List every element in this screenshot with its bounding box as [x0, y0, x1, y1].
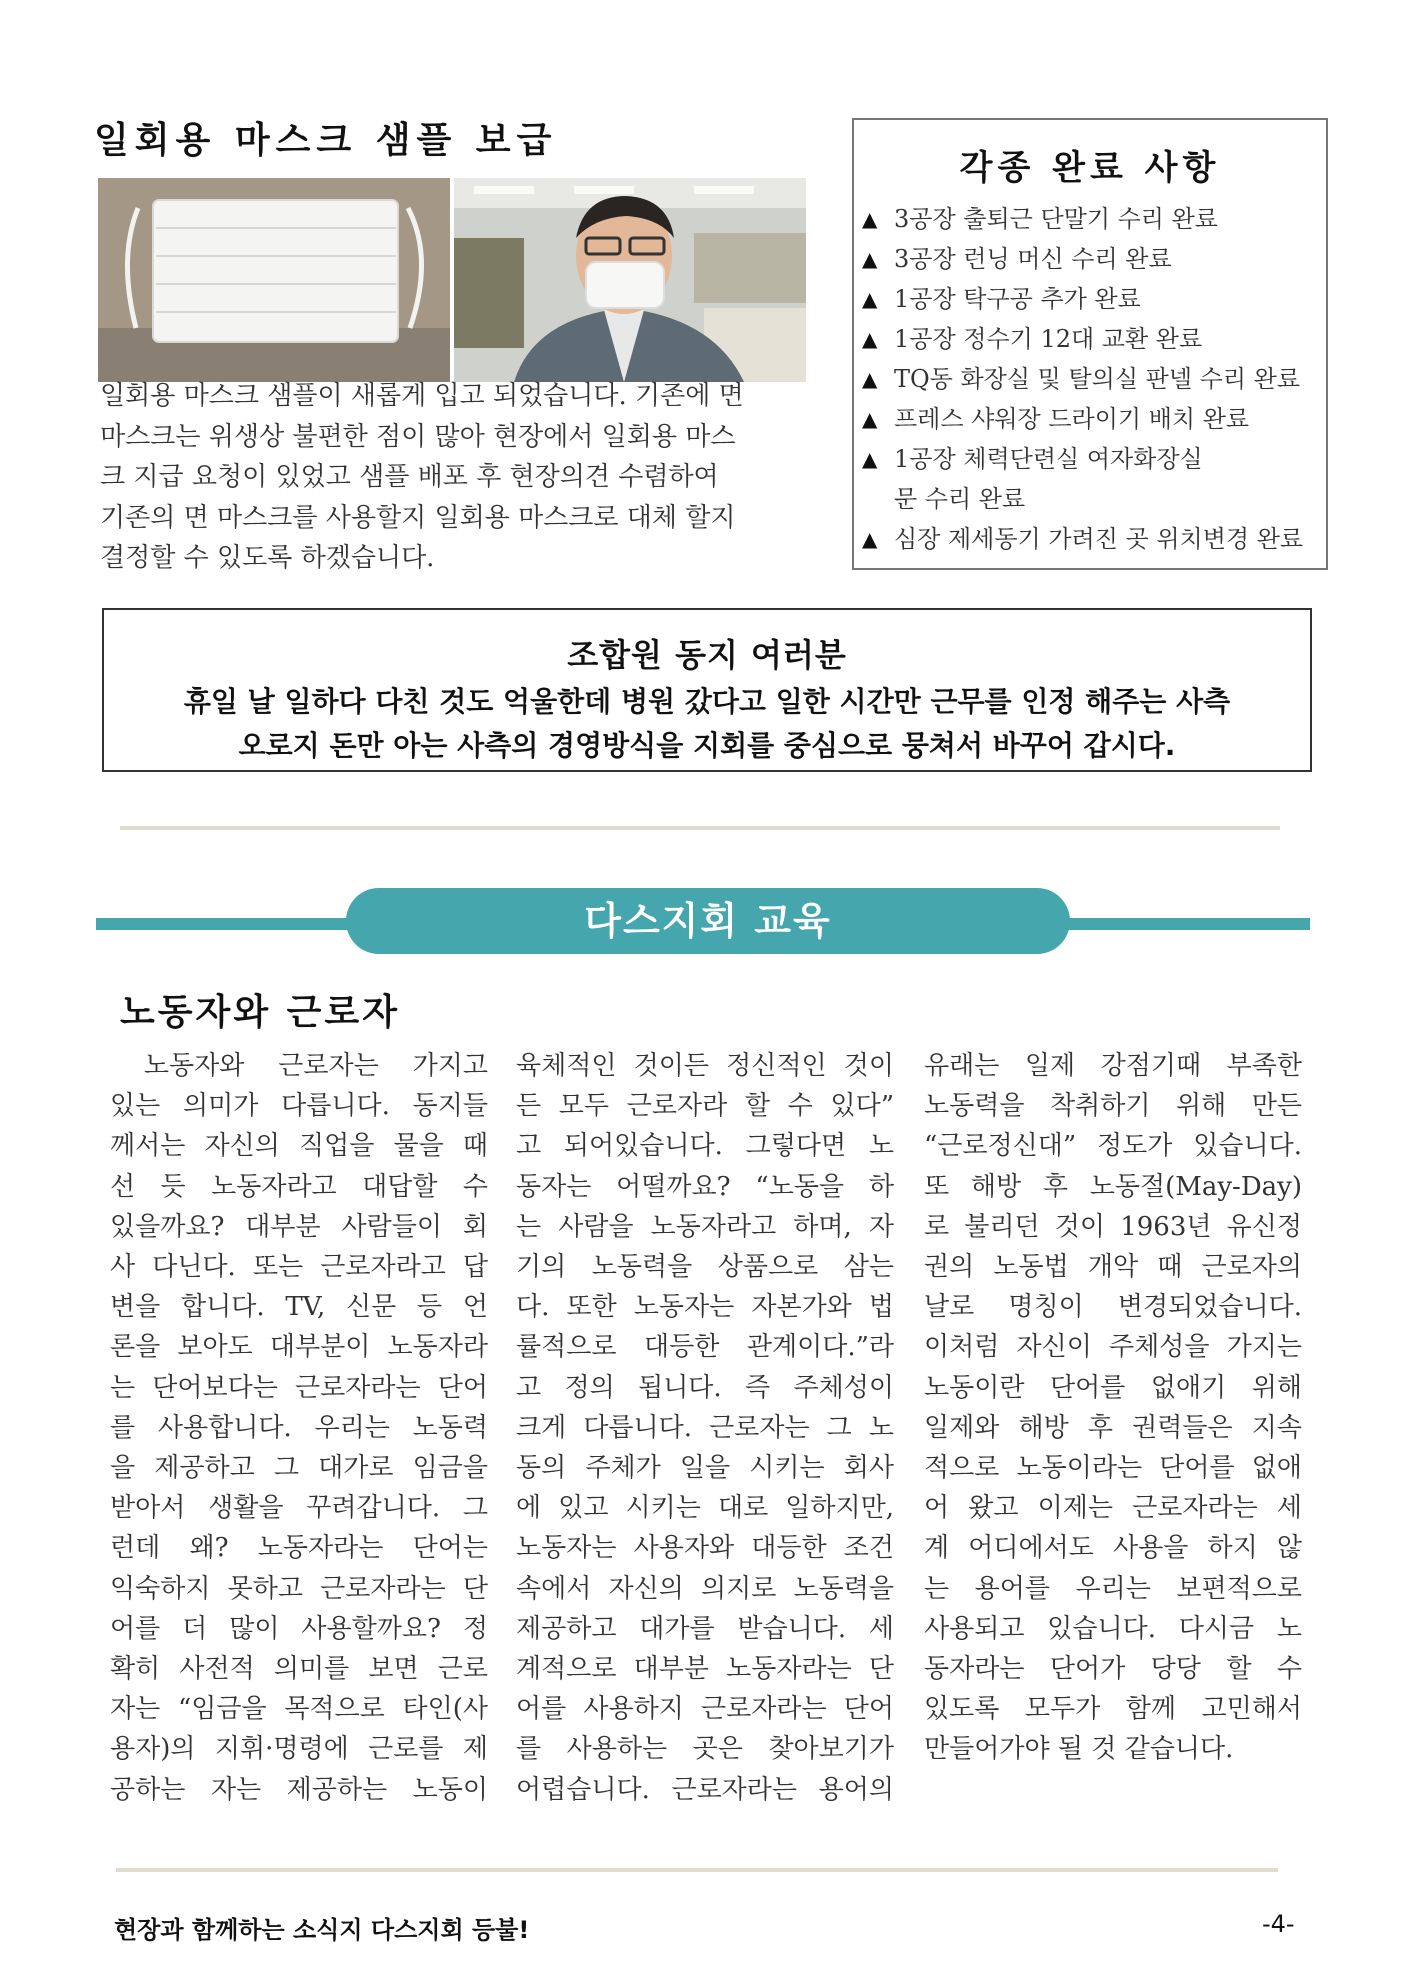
mask-body-line: 크 지급 요청이 있었고 샘플 배포 후 현장의견 수렴하여 [100, 462, 719, 492]
list-item: ▲ 심장 제세동기 가려진 곳 위치변경 완료 [862, 519, 1326, 559]
list-item: ▲ 1공장 체력단련실 여자화장실 [862, 439, 1326, 479]
list-item: ▲ 1공장 탁구공 추가 완료 [862, 279, 1326, 319]
triangle-bullet-icon: ▲ [862, 327, 878, 351]
list-item: ▲ 프레스 샤워장 드라이기 배치 완료 [862, 399, 1326, 439]
text-line: 공하는 자는 제공하는 노동이 [110, 1774, 488, 1805]
mask-photo [98, 178, 450, 382]
text-line: 에 있고 시키는 대로 일하지만, [516, 1493, 894, 1524]
person-photo [454, 178, 806, 382]
footer-text: 현장과 함께하는 소식지 다스지회 등불! [114, 1916, 530, 1944]
page-number: -4- [1262, 1910, 1295, 1938]
mask-body-line: 결정할 수 있도록 하겠습니다. [100, 543, 435, 573]
divider [120, 826, 1280, 830]
text-line: 고 되어있습니다. 그렇다면 노 [516, 1131, 894, 1162]
divider [116, 1868, 1278, 1872]
text-line: 사용되고 있습니다. 다시금 노 [924, 1613, 1302, 1644]
text-line: 률적으로 대등한 관계이다.”라 [516, 1332, 894, 1363]
completed-items-list [854, 199, 1326, 559]
text-line: 는 단어보다는 근로자라는 단어 [110, 1372, 488, 1403]
text-line: 권의 노동법 개악 때 근로자의 [924, 1252, 1302, 1283]
text-line: 만들어가야 될 것 같습니다. [924, 1734, 1234, 1765]
text-line: 는 용어를 우리는 보편적으로 [924, 1573, 1302, 1604]
text-line: 있는 의미가 다릅니다. 동지들 [110, 1091, 488, 1122]
text-line: 로 불리던 것이 1963년 유신정 [924, 1211, 1302, 1242]
triangle-bullet-icon: ▲ [862, 207, 878, 231]
triangle-bullet-icon: ▲ [862, 367, 878, 391]
text-line: 를 사용합니다. 우리는 노동력 [110, 1412, 488, 1443]
text-line: 노동자는 사용자와 대등한 조건 [516, 1533, 894, 1564]
triangle-bullet-icon: ▲ [862, 247, 878, 271]
article-column-3 [924, 1046, 1302, 1770]
text-line: 자는 “임금을 목적으로 타인(사 [110, 1694, 488, 1725]
text-line: 날로 명칭이 변경되었습니다. [924, 1292, 1302, 1323]
text-line: 동자라는 단어가 당당 할 수 [924, 1654, 1302, 1685]
article-title: 노동자와 근로자 [120, 992, 400, 1033]
list-item: ▲ TQ동 화장실 및 탈의실 판넬 수리 완료 [862, 359, 1326, 399]
text-line: 런데 왜? 노동자라는 단어는 [110, 1533, 488, 1564]
text-line: 이처럼 자신이 주체성을 가지는 [924, 1332, 1302, 1363]
text-line: 론을 보아도 대부분이 노동자라 [110, 1332, 488, 1363]
list-item: ▲ 3공장 출퇴근 단말기 수리 완료 [862, 199, 1326, 239]
list-item: ▲ 3공장 런닝 머신 수리 완료 [862, 239, 1326, 279]
text-line: 께서는 자신의 직업을 물을 때 [110, 1131, 488, 1162]
triangle-bullet-icon: ▲ [862, 447, 878, 471]
text-line: 있도록 모두가 함께 고민해서 [924, 1694, 1302, 1725]
union-notice-box [102, 608, 1312, 772]
education-banner: 다스지회 교육 [346, 888, 1070, 954]
text-line: 확히 사전적 의미를 보면 근로 [110, 1654, 488, 1685]
text-line: 계적으로 대부분 노동자라는 단 [516, 1654, 894, 1685]
text-line: 제공하고 대가를 받습니다. 세 [516, 1613, 894, 1644]
completed-items-box [852, 118, 1328, 570]
text-line: 동자는 어떨까요? “노동을 하 [516, 1171, 894, 1202]
mask-body-line: 일회용 마스크 샘플이 새롭게 입고 되었습니다. 기존에 면 [100, 381, 744, 411]
text-line: 육체적인 것이든 정신적인 것이 [516, 1051, 894, 1081]
article-column-2 [516, 1046, 894, 1810]
text-line: 익숙하지 못하고 근로자라는 단 [110, 1573, 488, 1604]
triangle-bullet-icon: ▲ [862, 527, 878, 551]
text-line: 고 정의 됩니다. 즉 주체성이 [516, 1372, 894, 1403]
triangle-bullet-icon: ▲ [862, 287, 878, 311]
notice-line: 휴일 날 일하다 다친 것도 억울한데 병원 갔다고 일한 시간만 근무를 인정 해주는 사측 [183, 685, 1231, 718]
list-item: ▲ 1공장 정수기 12대 교환 완료 [862, 319, 1326, 359]
list-item-continuation: 문 수리 완료 [894, 485, 1026, 513]
text-line: 는 사람을 노동자라고 하며, 자 [516, 1211, 894, 1242]
text-line: 노동력을 착취하기 위해 만든 [924, 1091, 1302, 1122]
text-line: 계 어디에서도 사용을 하지 않 [924, 1533, 1302, 1564]
text-line: 어렵습니다. 근로자라는 용어의 [516, 1774, 894, 1805]
mask-section-title: 일회용 마스크 샘플 보급 [94, 120, 558, 161]
text-line: 를 사용하는 곳은 찾아보기가 [516, 1734, 894, 1765]
text-line: 어를 사용하지 근로자라는 단어 [516, 1694, 894, 1725]
text-line: 선 듯 노동자라고 대답할 수 [110, 1171, 488, 1202]
text-line: 기의 노동력을 상품으로 삼는 [516, 1252, 894, 1283]
text-line: 일제와 해방 후 권력들은 지속 [924, 1412, 1302, 1443]
text-line: 사 다닌다. 또는 근로자라고 답 [110, 1252, 488, 1283]
article-column-1 [110, 1046, 488, 1810]
text-line: “근로정신대” 정도가 있습니다. [924, 1131, 1302, 1162]
text-line: 또 해방 후 노동절(May-Day) [924, 1171, 1302, 1202]
text-line: 적으로 노동이라는 단어를 없애 [924, 1453, 1302, 1484]
text-line: 유래는 일제 강점기때 부족한 [924, 1051, 1302, 1081]
text-line: 노동이란 단어를 없애기 위해 [924, 1372, 1302, 1403]
text-line: 동의 주체가 일을 시키는 회사 [516, 1453, 894, 1484]
text-line: 든 모두 근로자라 할 수 있다” [516, 1091, 894, 1122]
text-line: 속에서 자신의 의지로 노동력을 [516, 1573, 894, 1604]
text-line: 받아서 생활을 꾸려갑니다. 그 [110, 1493, 488, 1524]
mask-section-body [100, 376, 803, 579]
triangle-bullet-icon: ▲ [862, 407, 878, 431]
text-line: 크게 다릅니다. 근로자는 그 노 [516, 1412, 894, 1443]
text-line: 을 제공하고 그 대가로 임금을 [110, 1453, 488, 1484]
notice-title: 조합원 동지 여러분 [567, 636, 847, 674]
notice-line: 오로지 돈만 아는 사측의 경영방식을 지회를 중심으로 뭉쳐서 바꾸어 갑시다. [238, 729, 1176, 762]
text-line: 있을까요? 대부분 사람들이 회 [110, 1211, 488, 1242]
mask-body-line: 마스크는 위생상 불편한 점이 많아 현장에서 일회용 마스 [100, 421, 736, 452]
text-line: 노동자와 근로자는 가지고 [110, 1051, 488, 1081]
text-line: 어를 더 많이 사용할까요? 정 [110, 1613, 488, 1644]
text-line: 용자)의 지휘·명령에 근로를 제 [110, 1734, 488, 1765]
mask-body-line: 기존의 면 마스크를 사용할지 일회용 마스크로 대체 할지 [100, 502, 736, 533]
text-line: 변을 합니다. TV, 신문 등 언 [110, 1292, 488, 1323]
text-line: 다. 또한 노동자는 자본가와 법 [516, 1292, 894, 1323]
text-line: 어 왔고 이제는 근로자라는 세 [924, 1493, 1302, 1524]
completed-items-title: 각종 완료 사항 [959, 148, 1221, 188]
